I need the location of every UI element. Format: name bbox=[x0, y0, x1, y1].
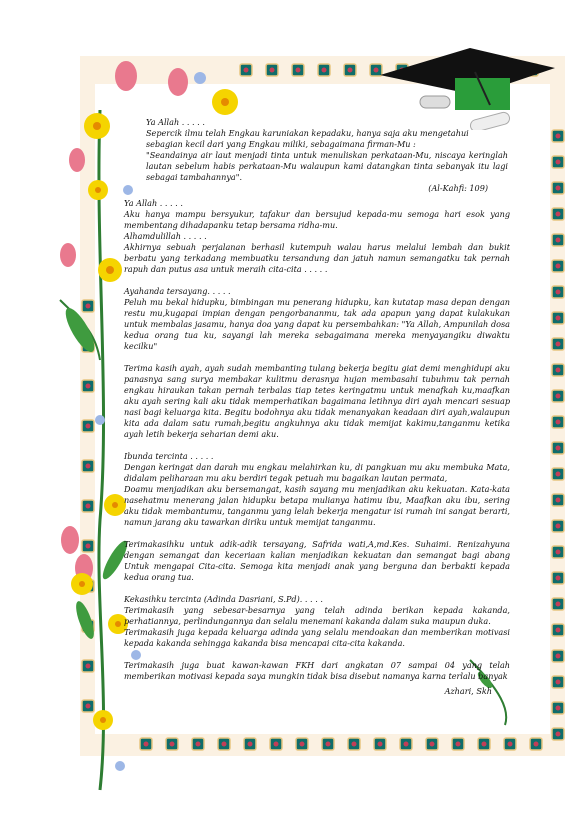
quran-quote: "Seandainya air laut menjadi tinta untuk menuliskan perkataan-Mu, niscaya keringlah lautan sebelum habis perkataan-Mu walaupun kami datangkan tinta sebanyak itu lagi sebagai tambahannya". bbox=[146, 150, 508, 182]
siblings-paragraph: Terimakasihku untuk adik-adik tersayang, Safrida wati,A,md.Kes. Suhaimi. Renizahyuna dengan semangat dan keceriaan kalian menjadikan kekuatan dan semangat bagi abang Untuk mengapai Cita-cita. Semoga kita menjadi anak yang berguna dan berbakti kepada kedua orang tua. bbox=[124, 539, 510, 582]
friends-paragraph: Terimakasih juga buat kawan-kawan FKH dari angkatan 07 sampai 04 yang telah memberikan motivasi kepada saya mungkin tidak bisa disebut namanya karna terlalu banyak bbox=[124, 660, 510, 681]
mother-paragraph-2: Doamu menjadikan aku bersemangat, kasih sayang mu menjadikan aku kekuatan. Kata-kata nasehatmu menerang jalan hidupku betapa mulianya hatimu ibu, Maafkan aku ibu, sering aku tidak membantumu, tanganmu yang lelah bekerja mengatur isi rumah ini sangat berarti, namun jarang aku tawarkan diriku untuk memijat tanganmu. bbox=[124, 484, 510, 527]
signature: Azhari, Skh bbox=[444, 686, 492, 696]
wife-paragraph-2: Terimakasih juga kepada keluarga adinda yang selalu mendoakan dan memberikan motivasi kepada kakanda sehingga kakanda bisa mencapai cita-cita kakanda. bbox=[124, 627, 510, 648]
mother-heading: Ibunda tercinta . . . . . bbox=[124, 451, 214, 461]
prayer-line-3: Alhamdulillah . . . . . bbox=[124, 231, 207, 241]
prayer-line-1: Ya Allah . . . . . bbox=[124, 198, 183, 208]
letter-body bbox=[124, 198, 510, 697]
quote-source: (Al-Kahfi: 109) bbox=[428, 183, 488, 193]
father-paragraph-1: Peluh mu bekal hidupku, bimbingan mu penerang hidupku, kan kutatap masa depan dengan restu mu,kugapai impian dengan pengorbananmu, tak ada apapun yang dapat kulakukan untuk membalas jasamu, hanya doa yang dapat ku persembahkan: "Ya Allah, Ampunilah dosa kedua orang tua ku, sayangi lah mereka sebagaimana mereka menyayangiku diwaktu kecilku" bbox=[124, 297, 510, 351]
opening-verse bbox=[146, 117, 508, 194]
mother-paragraph-1: Dengan keringat dan darah mu engkau melahirkan ku, di pangkuan mu aku membuka Mata, didalam peliharaan mu aku berdiri tegak petuah mu bagaikan lautan permata, bbox=[124, 462, 510, 483]
opening-line-2: Sepercik ilmu telah Engkau karuniakan kepadaku, hanya saja aku mengetahui bbox=[146, 128, 469, 138]
wife-paragraph-1: Terimakasih yang sebesar-besarnya yang telah adinda berikan kepada kakanda, perhatiannya, perlindungannya dan selalu menemani kakanda dalam suka maupun duka. bbox=[124, 605, 510, 626]
opening-line-3: sebagian kecil dari yang Engkau miliki, sebagaimana firman-Mu : bbox=[146, 139, 416, 149]
father-paragraph-2: Terima kasih ayah, ayah sudah membanting tulang bekerja begitu giat demi menghidupi aku panasnya sang surya membakar kulitmu derasnya hujan membasahi tubuhmu tak pernah engkau hiraukan takan pernah terbalas tiap tetes keringatmu untuk menafkah ku,maafkan aku ayah sering kali aku tidak memperhatikan bagaimana letihnya diri ayah mencari sesuap nasi bagi keluarga kita. Begitu bodohnya aku tidak menanyakan keadaan diri ayah,walaupun kita ada dalam satu rumah,begitu angkuhnya aku tidak memijat kakimu,tanganmu ketika ayah letih bekerja seharian demi aku. bbox=[124, 363, 510, 439]
father-heading: Ayahanda tersayang. . . . . bbox=[124, 286, 231, 296]
prayer-line-2: Aku hanya mampu bersyukur, tafakur dan bersujud kepada-mu semoga hari esok yang membentang dihadapanku tetap bersama ridha-mu. bbox=[124, 209, 510, 230]
opening-line-1: Ya Allah . . . . . bbox=[146, 117, 205, 127]
prayer-line-4: Akhirnya sebuah perjalanan berhasil kutempuh walau harus melalui lembah dan bukit berbatu yang terkadang membuatku tersandung dan jatuh namun semangatku tak pernah rapuh dan putus asa untuk meraih cita-cita . . . . . bbox=[124, 242, 510, 274]
wife-heading: Kekasihku tercinta (Adinda Dasriani, S.Pd). . . . . bbox=[124, 594, 323, 604]
